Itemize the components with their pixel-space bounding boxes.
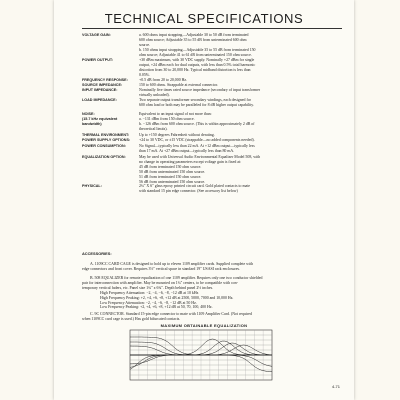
spec-key-note: (15.7 kHz equivalent bandwidth) — [82, 117, 118, 126]
page-title: TECHNICAL SPECIFICATIONS — [104, 11, 304, 26]
spec-value-line: +24 to 30 VDC, or ±15 VDC (strappable—no added components needed). — [139, 138, 255, 142]
spec-value-line: Up to +150 degrees Fahrenheit without derating. — [139, 133, 215, 137]
spec-value-line: 45 dB from terminated 150 ohm source. — [139, 164, 202, 169]
spec-row — [82, 184, 344, 194]
spec-value-line: virtually unloaded). — [139, 92, 170, 97]
spec-value-line: source. — [139, 42, 151, 47]
spec-value-line: +0.5 dB from 20 to 20,000 Hz. — [139, 78, 188, 82]
spec-row — [82, 144, 344, 154]
spec-value-line: than 17 mA. At +27 dBm output—typically less than 80 mA. — [139, 148, 235, 153]
spec-key: NOISE: — [82, 112, 95, 116]
spec-row — [82, 98, 344, 108]
spec-value-line: distortion from 30 to 20,000 Hz. Typical midband distortion is less than — [139, 67, 251, 72]
spec-value — [139, 88, 344, 98]
accessory-item — [82, 276, 344, 310]
spec-value-line: Nominally five times rated source impedance (secondary of input transformer — [139, 88, 261, 92]
spec-value-line: 50 dB from unterminated 150 ohm source. — [139, 169, 206, 174]
spec-value-line: No Signal—typically less than 22 mA. At +12 dBm output—typically less — [139, 144, 255, 148]
spec-value — [139, 98, 344, 108]
spec-value — [139, 33, 344, 58]
spec-key: SOURCE IMPEDANCE: — [82, 83, 123, 87]
accessory-line: Low Frequency Attenuation: −2, −4, −6, −8, −12 dB at 50 Hz. — [100, 300, 197, 305]
chart-title: MAXIMUM OBTAINABLE EQUALIZATION — [160, 323, 248, 328]
accessory-line: B. 508 EQUALIZER for remote equalization of one 1109 amplifier. Requires only one two conductor shielded — [90, 276, 263, 280]
accessory-line: Low Frequency Peaking: +2, +4, +6, +8, +12 dB at 50, 70, 100, 400 Hz. — [100, 305, 213, 310]
spec-row — [82, 138, 344, 143]
spec-key: POWER SUPPLY OPTIONS: — [82, 138, 131, 142]
spec-value-line: Equivalent to an input signal of not more than: — [139, 112, 212, 116]
accessory-line: High Frequency Peaking: +2, +4, +6, +8, +12 dB at 2500, 5000, 7000 and 10,000 Hz. — [100, 295, 234, 300]
spec-value-line: 2¾" X 6" glass epoxy printed circuit card. Gold plated contacts to mate — [139, 184, 251, 188]
accessory-line: edge connectors and front cover. Requires 3½" vertical space in standard 19" USASI rack enclosures. — [82, 266, 240, 271]
spec-value-line: 56 dB from unterminated 150 ohm source. — [139, 179, 206, 184]
spec-value — [139, 184, 344, 194]
spec-key: POWER OUTPUT: — [82, 58, 113, 62]
spec-value-line: ohm source; Adjustable 41 to 61 dB from unterminated 150 ohm source. — [139, 52, 252, 57]
spec-value-line: output, +24 dBm each for dual outputs, with less than 0.5% total harmonic — [139, 62, 256, 67]
spec-value-line: May be used with Universal Audio Environmental Equalizer Model 508, with — [139, 155, 261, 159]
spec-key: PHYSICAL: — [82, 184, 102, 188]
spec-row — [82, 112, 344, 132]
spec-value-line: a. −131 dBm from 150 ohm source. — [139, 116, 195, 121]
spec-key: FREQUENCY RESPONSE: — [82, 78, 128, 82]
accessories-heading: ACCESSORIES: — [82, 251, 112, 256]
page-number: 4-71 — [332, 384, 341, 389]
accessory-line: pair for interconnection with amplifier. May be mounted on 1¾" centers, to be compatible with con- — [82, 280, 238, 285]
spec-sheet-page — [54, 0, 354, 400]
accessory-item — [82, 312, 344, 322]
title-divider — [82, 28, 342, 29]
spec-value-line: 600 ohm source; Adjustable 35 to 55 dB from unterminated 600 ohm — [139, 37, 247, 42]
accessory-line: when 1109CC card cage is used.) Has gold bifurcated contacts. — [82, 316, 181, 321]
spec-row — [82, 155, 344, 184]
spec-value-line: theoretical limits). — [139, 126, 168, 131]
spec-value — [139, 138, 344, 143]
spec-value-line: with standard 15 pin edge connector. (See accessory list below) — [139, 188, 238, 193]
spec-row — [82, 88, 344, 98]
spec-value-line: 0.05%. — [139, 72, 151, 77]
accessory-line: C. 9C CONNECTOR. Standard 15-pin edge connector to mate with 1109 Amplifier Card. (Not required — [90, 312, 252, 316]
spec-key: LOAD IMPEDANCE: — [82, 98, 117, 102]
spec-value — [139, 155, 344, 184]
spec-row — [82, 58, 344, 78]
accessory-line: A. 1109CC CARD CAGE is designed to hold up to eleven 1109 amplifier cards. Supplied complete with — [90, 262, 254, 266]
spec-value-line: no change in operating parameters except voltage gain is fixed at: — [139, 159, 242, 164]
spec-key: THERMAL ENVIRONMENT: — [82, 133, 130, 137]
accessory-item — [82, 262, 344, 272]
spec-row — [82, 33, 344, 58]
spec-value-line: a. 600 ohms input strapping—Adjustable 30 to 50 dB from terminated — [139, 33, 249, 37]
spec-value — [139, 144, 344, 154]
accessory-line: High Frequency Attenuation: −2, −4, −6, −8, −12 dB at 10 kHz — [100, 290, 199, 295]
equalization-chart — [126, 328, 282, 386]
spec-value-line: Two separate output transformer secondary windings, each designed for — [139, 98, 251, 102]
spec-value-line: b. −126 dBm from 600 ohm source. (This is within approximately 2 dB of — [139, 121, 255, 126]
spec-value — [139, 112, 344, 132]
spec-value-line: 51 dB from terminated 150 ohm source. — [139, 174, 202, 179]
accessory-line: temporary vertical faders, etc. Panel size 1¾" x 6¾". Depth behind panel 2½ inches. — [82, 285, 214, 290]
spec-value-line: 150 to 600 ohms. Strappable at external connector. — [139, 83, 218, 87]
spec-value-line: +30 dBm maximum, with 30 VDC supply. Nominally +27 dBm for single — [139, 58, 255, 62]
spec-key: INPUT IMPEDANCE: — [82, 88, 118, 92]
spec-value-line: b. 150 ohms input strapping—Adjustable 35 to 55 dB from terminated 150 — [139, 47, 256, 52]
spec-key: EQUALIZATION OPTION: — [82, 155, 126, 159]
spec-value-line: 600 ohm load or both may be paralleled for 8 dB higher output capability. — [139, 102, 254, 107]
spec-key: VOLTAGE GAIN: — [82, 33, 111, 37]
spec-key: POWER CONSUMPTION: — [82, 144, 126, 148]
spec-value — [139, 58, 344, 78]
